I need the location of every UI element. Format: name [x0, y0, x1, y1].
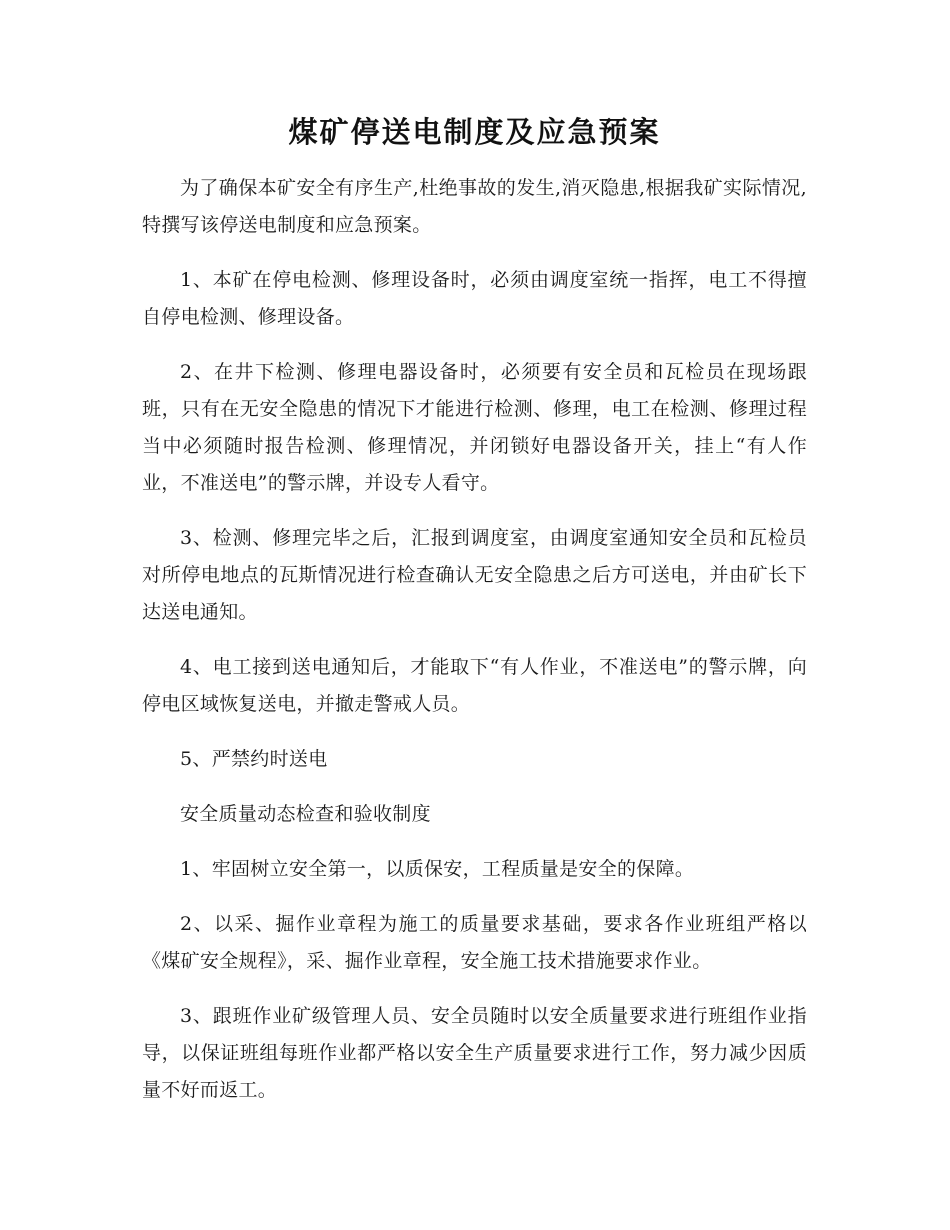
section-heading: 安全质量动态检查和验收制度	[180, 803, 431, 825]
document-title: 煤矿停送电制度及应急预案	[288, 115, 661, 149]
section-rule-2-paragraph: 2、以采、掘作业章程为施工的质量要求基础，要求各作业班组严格以《煤矿安全规程》，采、掘作业章程，安全施工技术措施要求作业。	[142, 913, 807, 972]
rule-1-paragraph: 1、本矿在停电检测、修理设备时，必须由调度室统一指挥，电工不得擅自停电检测、修理设备。	[142, 269, 807, 328]
rule-3-paragraph: 3、检测、修理完毕之后，汇报到调度室，由调度室通知安全员和瓦检员对所停电地点的瓦斯情况进行检查确认无安全隐患之后方可送电，并由矿长下达送电通知。	[142, 527, 807, 623]
rule-5-paragraph: 5、严禁约时送电	[180, 748, 328, 770]
rule-4-paragraph: 4、电工接到送电通知后，才能取下“有人作业，不准送电”的警示牌，向停电区域恢复送电，并撤走警戒人员。	[142, 656, 807, 715]
rule-2-paragraph: 2、在井下检测、修理电器设备时，必须要有安全员和瓦检员在现场跟班，只有在无安全隐患的情况下才能进行检测、修理，电工在检测、修理过程当中必须随时报告检测、修理情况，并闭锁好电器设备开关，挂上“有人作业，不准送电”的警示牌，并设专人看守。	[142, 361, 807, 494]
section-rule-1-paragraph: 1、牢固树立安全第一，以质保安，工程质量是安全的保障。	[180, 858, 695, 880]
section-rule-3-paragraph: 3、跟班作业矿级管理人员、安全员随时以安全质量要求进行班组作业指导，以保证班组每班作业都严格以安全生产质量要求进行工作，努力减少因质量不好而返工。	[142, 1005, 807, 1101]
intro-paragraph: 为了确保本矿安全有序生产,杜绝事故的发生,消灭隐患,根据我矿实际情况,特撰写该停送电制度和应急预案。	[142, 177, 807, 236]
document-page	[142, 112, 807, 1127]
